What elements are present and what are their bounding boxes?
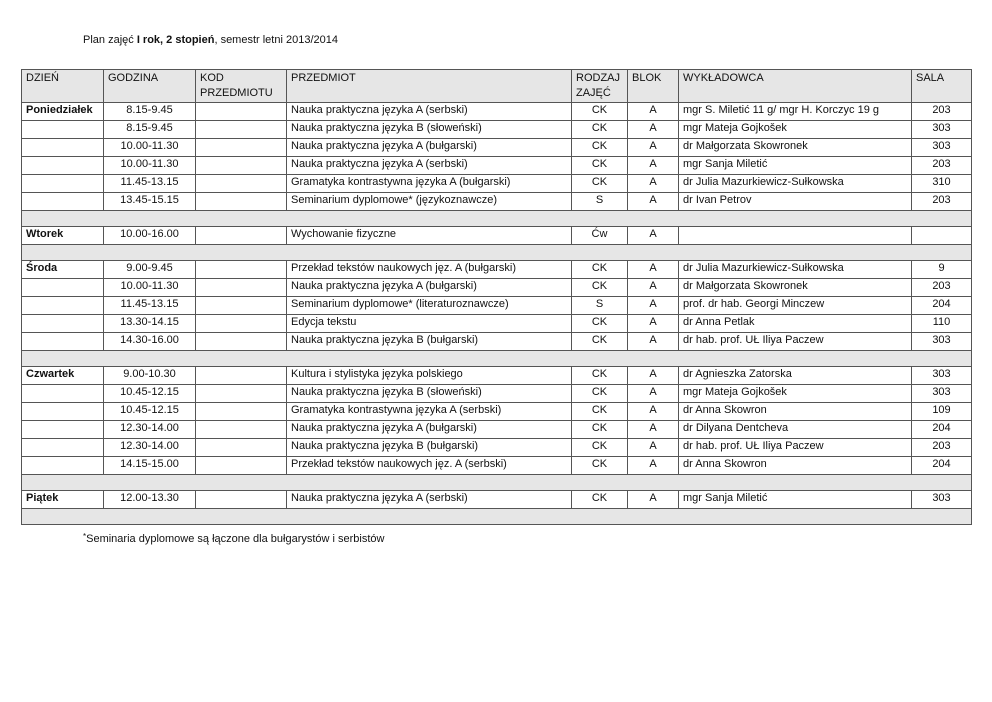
cell-room: 204: [912, 297, 972, 315]
cell-time: 10.00-16.00: [104, 227, 196, 245]
cell-code: [196, 279, 287, 297]
cell-subject: Nauka praktyczna języka A (bułgarski): [287, 421, 572, 439]
cell-block: A: [628, 139, 679, 157]
cell-time: 10.00-11.30: [104, 279, 196, 297]
cell-subject: Edycja tekstu: [287, 315, 572, 333]
cell-code: [196, 421, 287, 439]
cell-code: [196, 385, 287, 403]
cell-type: CK: [572, 403, 628, 421]
table-row: [22, 103, 972, 121]
cell-code: [196, 457, 287, 475]
table-row: [22, 403, 972, 421]
cell-block: A: [628, 103, 679, 121]
cell-code: [196, 175, 287, 193]
table-row: [22, 279, 972, 297]
cell-code: [196, 261, 287, 279]
cell-room: 303: [912, 385, 972, 403]
cell-block: A: [628, 385, 679, 403]
table-row: [22, 121, 972, 139]
cell-type: S: [572, 297, 628, 315]
header-block: BLOK: [628, 70, 679, 103]
cell-type: CK: [572, 439, 628, 457]
cell-subject: Nauka praktyczna języka A (bułgarski): [287, 139, 572, 157]
cell-lecturer: dr Julia Mazurkiewicz-Sułkowska: [679, 261, 912, 279]
cell-subject: Nauka praktyczna języka B (bułgarski): [287, 333, 572, 351]
cell-time: 12.30-14.00: [104, 421, 196, 439]
cell-type: CK: [572, 333, 628, 351]
day-cell: [22, 385, 104, 403]
day-cell: [22, 333, 104, 351]
cell-subject: Nauka praktyczna języka A (bułgarski): [287, 279, 572, 297]
cell-time: 11.45-13.15: [104, 297, 196, 315]
table-row: [22, 457, 972, 475]
cell-type: CK: [572, 175, 628, 193]
cell-lecturer: dr Anna Skowron: [679, 403, 912, 421]
day-cell: [22, 121, 104, 139]
cell-time: 14.30-16.00: [104, 333, 196, 351]
cell-time: 10.00-11.30: [104, 157, 196, 175]
cell-room: 303: [912, 121, 972, 139]
cell-room: 110: [912, 315, 972, 333]
day-separator-row: [22, 351, 972, 367]
cell-room: 109: [912, 403, 972, 421]
cell-time: 9.00-9.45: [104, 261, 196, 279]
schedule-body: [22, 103, 972, 525]
cell-block: A: [628, 403, 679, 421]
cell-code: [196, 297, 287, 315]
cell-subject: Seminarium dyplomowe* (językoznawcze): [287, 193, 572, 211]
cell-type: CK: [572, 279, 628, 297]
table-row: [22, 139, 972, 157]
cell-room: 310: [912, 175, 972, 193]
cell-time: 13.45-15.15: [104, 193, 196, 211]
cell-block: A: [628, 491, 679, 509]
footnote: [83, 533, 385, 545]
cell-type: CK: [572, 367, 628, 385]
cell-block: A: [628, 193, 679, 211]
table-row: [22, 157, 972, 175]
cell-code: [196, 139, 287, 157]
cell-code: [196, 367, 287, 385]
cell-lecturer: dr Ivan Petrov: [679, 193, 912, 211]
day-label: Wtorek: [22, 227, 104, 245]
cell-type: CK: [572, 385, 628, 403]
day-cell: [22, 139, 104, 157]
cell-code: [196, 193, 287, 211]
cell-room: 204: [912, 421, 972, 439]
cell-time: 12.00-13.30: [104, 491, 196, 509]
day-separator-row: [22, 475, 972, 491]
day-cell: [22, 315, 104, 333]
cell-subject: Nauka praktyczna języka A (serbski): [287, 157, 572, 175]
table-row: [22, 315, 972, 333]
cell-room: 203: [912, 279, 972, 297]
cell-type: CK: [572, 121, 628, 139]
cell-type: Ćw: [572, 227, 628, 245]
cell-block: A: [628, 315, 679, 333]
cell-type: CK: [572, 157, 628, 175]
cell-room: 204: [912, 457, 972, 475]
separator-cell: [22, 475, 972, 491]
table-row: [22, 439, 972, 457]
table-row: [22, 227, 972, 245]
day-separator-row: [22, 509, 972, 525]
cell-lecturer: dr hab. prof. UŁ Iliya Paczew: [679, 333, 912, 351]
cell-time: 11.45-13.15: [104, 175, 196, 193]
cell-lecturer: mgr Mateja Gojkošek: [679, 121, 912, 139]
cell-code: [196, 121, 287, 139]
header-row: [22, 70, 972, 103]
cell-subject: Gramatyka kontrastywna języka A (serbski): [287, 403, 572, 421]
table-row: [22, 333, 972, 351]
cell-code: [196, 103, 287, 121]
cell-code: [196, 315, 287, 333]
day-cell: [22, 439, 104, 457]
cell-block: A: [628, 279, 679, 297]
day-cell: [22, 403, 104, 421]
cell-subject: Nauka praktyczna języka B (słoweński): [287, 385, 572, 403]
cell-lecturer: dr Małgorzata Skowronek: [679, 279, 912, 297]
day-separator-row: [22, 245, 972, 261]
cell-block: A: [628, 121, 679, 139]
cell-room: 203: [912, 439, 972, 457]
cell-time: 8.15-9.45: [104, 121, 196, 139]
cell-lecturer: dr Anna Petlak: [679, 315, 912, 333]
cell-block: A: [628, 457, 679, 475]
title-prefix: Plan zajęć: [83, 34, 137, 46]
cell-block: A: [628, 421, 679, 439]
cell-time: 8.15-9.45: [104, 103, 196, 121]
cell-type: CK: [572, 421, 628, 439]
header-type: RODZAJ ZAJĘĆ: [572, 70, 628, 103]
cell-room: 9: [912, 261, 972, 279]
cell-type: S: [572, 193, 628, 211]
cell-block: A: [628, 227, 679, 245]
table-row: [22, 367, 972, 385]
cell-block: A: [628, 175, 679, 193]
title-suffix: , semestr letni 2013/2014: [214, 34, 338, 46]
cell-time: 13.30-14.15: [104, 315, 196, 333]
cell-code: [196, 491, 287, 509]
title-bold: I rok, 2 stopień: [136, 34, 215, 46]
separator-cell: [22, 211, 972, 227]
day-separator-row: [22, 211, 972, 227]
cell-room: 303: [912, 491, 972, 509]
cell-room: 303: [912, 333, 972, 351]
cell-code: [196, 439, 287, 457]
cell-block: A: [628, 439, 679, 457]
cell-time: 10.45-12.15: [104, 385, 196, 403]
day-cell: [22, 175, 104, 193]
cell-type: CK: [572, 315, 628, 333]
cell-time: 10.45-12.15: [104, 403, 196, 421]
cell-code: [196, 227, 287, 245]
separator-cell: [22, 509, 972, 525]
cell-block: A: [628, 367, 679, 385]
table-row: [22, 421, 972, 439]
cell-room: [912, 227, 972, 245]
cell-code: [196, 157, 287, 175]
cell-type: CK: [572, 261, 628, 279]
cell-lecturer: prof. dr hab. Georgi Minczew: [679, 297, 912, 315]
day-cell: [22, 193, 104, 211]
cell-type: CK: [572, 457, 628, 475]
cell-lecturer: mgr Mateja Gojkošek: [679, 385, 912, 403]
cell-subject: Przekład tekstów naukowych jęz. A (bułgarski): [287, 261, 572, 279]
header-lecturer: WYKŁADOWCA: [679, 70, 912, 103]
cell-block: A: [628, 297, 679, 315]
day-label: Czwartek: [22, 367, 104, 385]
cell-type: CK: [572, 139, 628, 157]
day-label: Środa: [22, 261, 104, 279]
day-cell: [22, 421, 104, 439]
page-title: [83, 34, 338, 46]
cell-time: 10.00-11.30: [104, 139, 196, 157]
table-row: [22, 193, 972, 211]
cell-room: 203: [912, 193, 972, 211]
cell-subject: Wychowanie fizyczne: [287, 227, 572, 245]
table-row: [22, 385, 972, 403]
separator-cell: [22, 245, 972, 261]
cell-lecturer: dr hab. prof. UŁ Iliya Paczew: [679, 439, 912, 457]
cell-subject: Nauka praktyczna języka A (serbski): [287, 491, 572, 509]
header-code: KOD PRZEDMIOTU: [196, 70, 287, 103]
cell-lecturer: dr Julia Mazurkiewicz-Sułkowska: [679, 175, 912, 193]
cell-type: CK: [572, 491, 628, 509]
cell-lecturer: dr Dilyana Dentcheva: [679, 421, 912, 439]
cell-block: A: [628, 261, 679, 279]
cell-lecturer: dr Agnieszka Zatorska: [679, 367, 912, 385]
day-label: Poniedziałek: [22, 103, 104, 121]
header-time: GODZINA: [104, 70, 196, 103]
table-row: [22, 261, 972, 279]
cell-lecturer: mgr Sanja Miletić: [679, 491, 912, 509]
cell-subject: Nauka praktyczna języka A (serbski): [287, 103, 572, 121]
cell-lecturer: mgr S. Miletić 11 g/ mgr H. Korczyc 19 g: [679, 103, 912, 121]
cell-block: A: [628, 333, 679, 351]
day-cell: [22, 279, 104, 297]
cell-lecturer: dr Małgorzata Skowronek: [679, 139, 912, 157]
table-row: [22, 297, 972, 315]
cell-code: [196, 333, 287, 351]
separator-cell: [22, 351, 972, 367]
cell-subject: Gramatyka kontrastywna języka A (bułgarski): [287, 175, 572, 193]
header-day: DZIEŃ: [22, 70, 104, 103]
day-cell: [22, 297, 104, 315]
day-label: Piątek: [22, 491, 104, 509]
cell-room: 303: [912, 139, 972, 157]
header-subject: PRZEDMIOT: [287, 70, 572, 103]
cell-lecturer: dr Anna Skowron: [679, 457, 912, 475]
cell-room: 303: [912, 367, 972, 385]
schedule-table: [21, 69, 972, 525]
cell-subject: Nauka praktyczna języka B (bułgarski): [287, 439, 572, 457]
cell-time: 12.30-14.00: [104, 439, 196, 457]
cell-code: [196, 403, 287, 421]
cell-lecturer: [679, 227, 912, 245]
footnote-text: Seminaria dyplomowe są łączone dla bułgarystów i serbistów: [86, 533, 385, 545]
day-cell: [22, 157, 104, 175]
footnote-mark: *: [83, 532, 87, 541]
cell-subject: Nauka praktyczna języka B (słoweński): [287, 121, 572, 139]
cell-subject: Przekład tekstów naukowych jęz. A (serbski): [287, 457, 572, 475]
cell-room: 203: [912, 157, 972, 175]
cell-lecturer: mgr Sanja Miletić: [679, 157, 912, 175]
cell-time: 14.15-15.00: [104, 457, 196, 475]
cell-time: 9.00-10.30: [104, 367, 196, 385]
cell-subject: Seminarium dyplomowe* (literaturoznawcze): [287, 297, 572, 315]
table-row: [22, 175, 972, 193]
day-cell: [22, 457, 104, 475]
cell-block: A: [628, 157, 679, 175]
cell-subject: Kultura i stylistyka języka polskiego: [287, 367, 572, 385]
cell-type: CK: [572, 103, 628, 121]
cell-room: 203: [912, 103, 972, 121]
table-row: [22, 491, 972, 509]
header-room: SALA: [912, 70, 972, 103]
